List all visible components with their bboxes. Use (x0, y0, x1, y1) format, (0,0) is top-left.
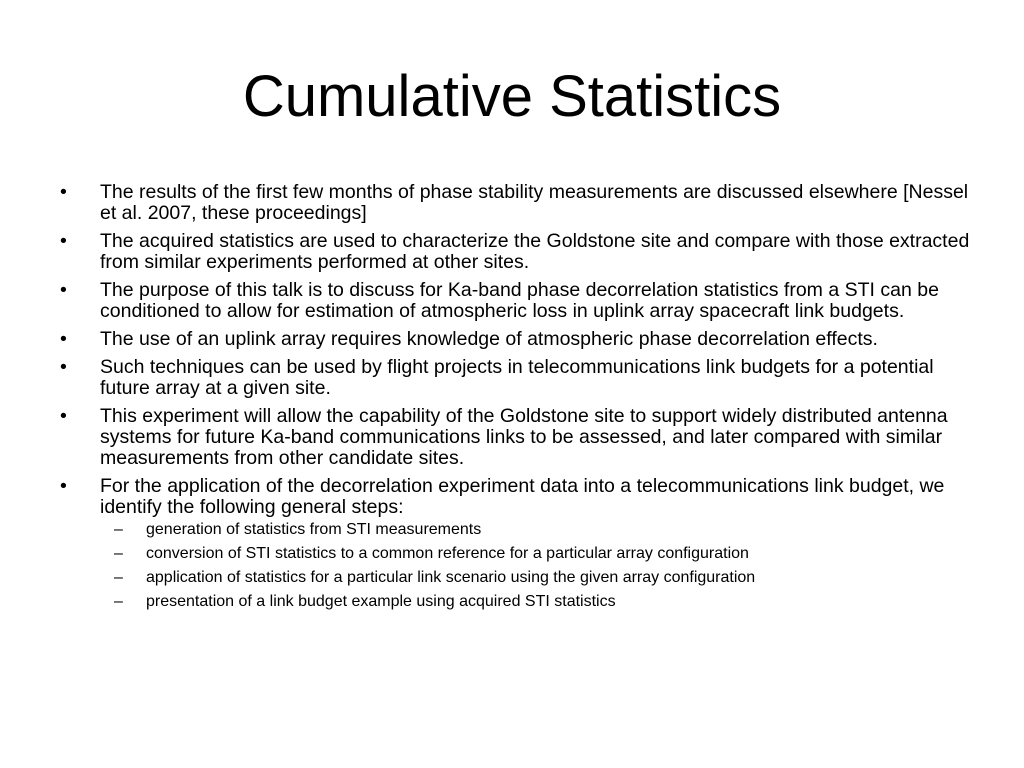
bullet-icon: • (60, 328, 67, 350)
bullet-icon: • (60, 279, 67, 301)
sub-bullet-item (56, 521, 971, 539)
bullet-text: This experiment will allow the capability of the Goldstone site to support widely distributed antenna systems for future Ka-band communications links to be assessed, and later compared with similar measurements from other candidate sites. (100, 405, 948, 469)
bullet-item (56, 329, 971, 350)
dash-icon: – (114, 545, 123, 562)
bullet-item (56, 406, 971, 469)
bullet-text: The purpose of this talk is to discuss for Ka-band phase decorrelation statistics from a STI can be conditioned to allow for estimation of atmospheric loss in uplink array spacecraft link budgets. (100, 279, 939, 322)
dash-icon: – (114, 569, 123, 586)
bullet-text: For the application of the decorrelation experiment data into a telecommunications link budget, we identify the following general steps: (100, 475, 945, 518)
bullet-icon: • (60, 181, 67, 203)
dash-icon: – (114, 593, 123, 610)
bullet-text: The use of an uplink array requires knowledge of atmospheric phase decorrelation effects. (100, 328, 878, 350)
sub-bullet-text: conversion of STI statistics to a common reference for a particular array configuration (146, 545, 749, 562)
sub-bullet-item (56, 569, 971, 587)
bullet-item (56, 231, 971, 273)
sub-bullet-item (56, 545, 971, 563)
sub-bullet-text: application of statistics for a particular link scenario using the given array configuration (146, 569, 756, 586)
sub-bullet-list (100, 521, 971, 611)
bullet-item (56, 476, 971, 611)
bullet-list (56, 182, 971, 618)
slide-title: Cumulative Statistics (242, 64, 782, 129)
bullet-text: The results of the first few months of phase stability measurements are discussed elsewhere [Nessel et al. 2007, these proceedings] (100, 181, 969, 224)
bullet-icon: • (60, 405, 67, 427)
bullet-item (56, 357, 971, 399)
sub-bullet-text: generation of statistics from STI measurements (146, 521, 482, 538)
bullet-item (56, 182, 971, 224)
bullet-icon: • (60, 356, 67, 378)
sub-bullet-item (56, 593, 971, 611)
bullet-item (56, 280, 971, 322)
bullet-icon: • (60, 230, 67, 252)
sub-bullet-text: presentation of a link budget example using acquired STI statistics (146, 593, 616, 610)
bullet-text: The acquired statistics are used to characterize the Goldstone site and compare with those extracted from similar experiments performed at other sites. (100, 230, 970, 273)
dash-icon: – (114, 521, 123, 538)
bullet-text: Such techniques can be used by flight projects in telecommunications link budgets for a potential future array at a given site. (100, 356, 934, 399)
bullet-icon: • (60, 475, 67, 497)
